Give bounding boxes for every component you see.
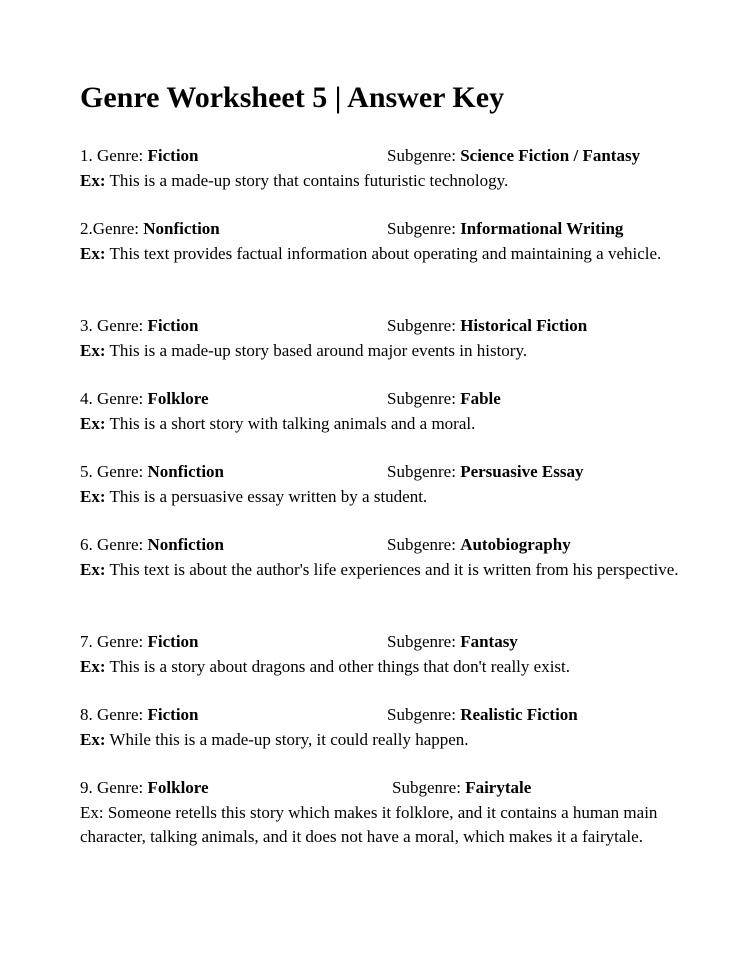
- subgenre-label: Subgenre:: [387, 705, 461, 724]
- subgenre-label: Subgenre:: [387, 462, 461, 481]
- genre-row: [80, 387, 680, 412]
- genre-answer: Folklore: [147, 389, 209, 408]
- genre-answer: Nonfiction: [143, 219, 220, 238]
- genre-answer: Folklore: [147, 778, 209, 797]
- ex-label: Ex:: [80, 243, 106, 263]
- ex-label: Ex:: [80, 486, 106, 506]
- answer-item-4: [80, 387, 680, 436]
- answer-item-1: [80, 144, 680, 193]
- subgenre-answer: Persuasive Essay: [460, 462, 584, 481]
- genre-row: [80, 314, 680, 339]
- ex-text: This is a made-up story that contains futuristic technology.: [105, 170, 509, 190]
- subgenre: [387, 703, 578, 728]
- subgenre: [387, 217, 623, 242]
- subgenre: [392, 776, 531, 801]
- subgenre: [387, 387, 501, 412]
- subgenre-answer: Realistic Fiction: [460, 705, 578, 724]
- genre-row: [80, 144, 680, 169]
- genre-label: 7. Genre:: [80, 632, 148, 651]
- subgenre: [387, 460, 583, 485]
- ex-text: This is a short story with talking animals and a moral.: [105, 413, 476, 433]
- subgenre-answer: Autobiography: [460, 535, 571, 554]
- ex-text: This text is about the author's life experiences and it is written from his perspective.: [105, 559, 679, 579]
- genre-row: [80, 460, 680, 485]
- genre-answer: Fiction: [147, 632, 199, 651]
- genre-label: 9. Genre:: [80, 778, 148, 797]
- ex-label: Ex:: [80, 170, 106, 190]
- answer-item-5: [80, 460, 680, 509]
- genre-answer: Fiction: [147, 316, 199, 335]
- genre-answer: Fiction: [147, 705, 199, 724]
- genre-label: 5. Genre:: [80, 462, 148, 481]
- subgenre-answer: Science Fiction / Fantasy: [460, 146, 641, 165]
- genre: [80, 314, 199, 339]
- subgenre-label: Subgenre:: [392, 778, 466, 797]
- genre: [80, 533, 224, 558]
- explanation: [80, 728, 680, 753]
- subgenre: [387, 630, 518, 655]
- explanation: [80, 412, 680, 437]
- genre-label: 8. Genre:: [80, 705, 148, 724]
- subgenre-answer: Historical Fiction: [460, 316, 588, 335]
- genre: [80, 217, 220, 242]
- genre-row: [80, 703, 680, 728]
- subgenre: [387, 144, 640, 169]
- ex-text: This is a made-up story based around major events in history.: [105, 340, 528, 360]
- genre-answer: Fiction: [147, 146, 199, 165]
- genre-row: [80, 630, 680, 655]
- explanation: [80, 801, 680, 850]
- explanation: [80, 242, 680, 267]
- genre-label: 1. Genre:: [80, 146, 148, 165]
- explanation: [80, 169, 680, 194]
- genre: [80, 703, 199, 728]
- genre-label: 3. Genre:: [80, 316, 148, 335]
- explanation: [80, 339, 680, 364]
- ex-label: Ex:: [80, 340, 106, 360]
- genre-row: [80, 217, 680, 242]
- page-title: Genre Worksheet 5 | Answer Key: [80, 81, 505, 114]
- subgenre-answer: Informational Writing: [460, 219, 624, 238]
- subgenre-answer: Fantasy: [460, 632, 518, 651]
- ex-text: This is a persuasive essay written by a student.: [105, 486, 428, 506]
- genre-label: 2.Genre:: [80, 219, 144, 238]
- answer-item-6: [80, 533, 680, 582]
- explanation: [80, 485, 680, 510]
- ex-label: Ex:: [80, 729, 106, 749]
- genre: [80, 776, 209, 801]
- ex-label: Ex:: [80, 656, 106, 676]
- ex-label: Ex:: [80, 413, 106, 433]
- explanation: [80, 655, 680, 680]
- subgenre-label: Subgenre:: [387, 146, 461, 165]
- subgenre-label: Subgenre:: [387, 535, 461, 554]
- answer-item-2: [80, 217, 680, 266]
- genre-answer: Nonfiction: [147, 462, 225, 481]
- subgenre-label: Subgenre:: [387, 632, 461, 651]
- subgenre-label: Subgenre:: [387, 219, 461, 238]
- ex-label: Ex:: [80, 559, 106, 579]
- subgenre-answer: Fairytale: [465, 778, 532, 797]
- genre: [80, 460, 224, 485]
- genre: [80, 630, 199, 655]
- subgenre-answer: Fable: [460, 389, 501, 408]
- subgenre-label: Subgenre:: [387, 316, 461, 335]
- ex-text: Ex: Someone retells this story which makes it folklore, and it contains a human main character, talking animals, and it does not have a moral, which makes it a fairytale.: [80, 802, 658, 846]
- genre: [80, 144, 199, 169]
- ex-text: While this is a made-up story, it could really happen.: [105, 729, 469, 749]
- genre-row: [80, 533, 680, 558]
- answer-item-3: [80, 314, 680, 363]
- answer-item-7: [80, 630, 680, 679]
- ex-text: This text provides factual information about operating and maintaining a vehicle.: [105, 243, 662, 263]
- ex-text: This is a story about dragons and other things that don't really exist.: [105, 656, 571, 676]
- answer-item-8: [80, 703, 680, 752]
- genre-label: 6. Genre:: [80, 535, 148, 554]
- explanation: [80, 558, 680, 583]
- genre-label: 4. Genre:: [80, 389, 148, 408]
- genre-row: [80, 776, 680, 801]
- genre-answer: Nonfiction: [147, 535, 225, 554]
- genre: [80, 387, 209, 412]
- answer-item-9: [80, 776, 680, 850]
- subgenre-label: Subgenre:: [387, 389, 461, 408]
- subgenre: [387, 533, 571, 558]
- subgenre: [387, 314, 587, 339]
